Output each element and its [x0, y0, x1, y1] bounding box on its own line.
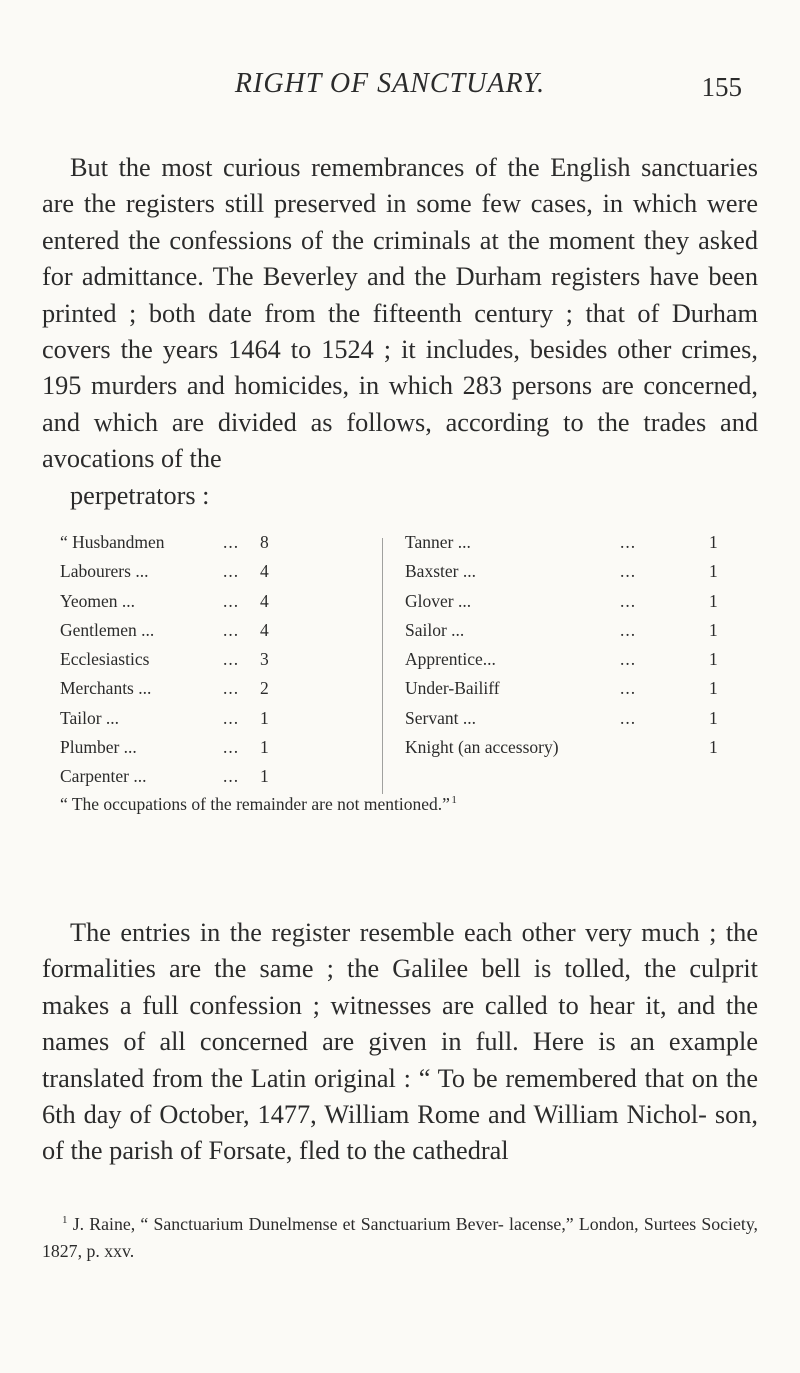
footnote-text: J. Raine, “ Sanctuarium Dunelmense et Sanctuarium Bever- lacense,” London, Surtees Society, 1827, p. xxv. — [42, 1213, 759, 1261]
leader-dots: ... — [620, 532, 637, 552]
leader-dots: ... — [620, 561, 637, 582]
occupation-count: 4 — [260, 561, 269, 582]
occupation-row — [60, 528, 270, 557]
leader-dots: ... — [620, 619, 637, 640]
occupations-column-right — [405, 528, 717, 762]
occupation-row — [405, 645, 717, 674]
occupation-row — [405, 616, 717, 645]
leader-dots: ... — [223, 619, 240, 640]
paragraph-register-entries: The entries in the register resemble each other very much ; the formalities are the same ; the Galilee bell is tolled, the culprit makes a full confession ; witnesses are called to hear it, and the names of all concerned are given in full. Here is an example translated from the Latin original : “ To be remembered that on the 6th day of October, 1477, William Rome and William Nichol- son, of the parish of Forsate, fled to the cathedral — [42, 918, 758, 1166]
occupation-count: 1 — [260, 737, 269, 758]
occupation-row — [405, 587, 717, 616]
leader-dots: ... — [223, 766, 240, 787]
occupation-name: Carpenter ... — [60, 766, 147, 787]
occupation-row — [405, 733, 717, 762]
leader-dots: ... — [223, 707, 240, 728]
leader-dots: ... — [223, 649, 240, 670]
occupation-row — [60, 704, 270, 733]
leader-dots: ... — [223, 561, 240, 582]
occupation-name: Knight (an accessory) — [405, 737, 559, 758]
occupation-name: Ecclesiastics — [60, 649, 150, 670]
occupation-count: 1 — [709, 619, 718, 640]
paragraph-sanctuary-registers — [42, 150, 758, 514]
leader-dots: ... — [223, 678, 240, 699]
running-head — [0, 68, 800, 108]
occupation-count: 1 — [260, 766, 269, 787]
occupation-name: Servant ... — [405, 707, 476, 728]
occupation-row — [405, 557, 717, 586]
occupation-count: 1 — [709, 737, 718, 758]
leader-dots: ... — [223, 532, 240, 552]
occupation-row — [60, 733, 270, 762]
occupation-name: Merchants ... — [60, 678, 152, 699]
footnote-marker: 1 — [62, 1214, 68, 1226]
occupations-column-left — [60, 528, 270, 792]
leader-dots: ... — [620, 707, 637, 728]
occupation-name: Gentlemen ... — [60, 619, 155, 640]
occupation-count: 1 — [709, 707, 718, 728]
paragraph-text: But the most curious remembrances of the English sanctuaries are the registers still preserved in some few cases, in which were entered the confessions of the criminals at the moment they asked for admittance. The Beverley and the Durham registers have been printed ; both date from the fifteenth century ; that of Durham covers the years 1464 to 1524 ; it includes, besides other crimes, 195 murders and homicides, in which 283 persons are concerned, and which are divided as follows, according to the trades and avocations of the — [42, 153, 758, 474]
occupation-row — [405, 704, 717, 733]
occupations-note — [60, 794, 760, 815]
paragraph-last-line: perpetrators : — [70, 480, 210, 510]
column-divider — [382, 538, 383, 794]
occupation-count: 4 — [260, 590, 269, 611]
running-title: RIGHT OF SANCTUARY. — [234, 68, 546, 99]
occupation-row — [60, 587, 270, 616]
occupation-name: “ Husbandmen — [60, 532, 165, 552]
occupation-count: 1 — [709, 649, 718, 670]
occupation-name: Under-Bailiff — [405, 678, 500, 699]
occupation-count: 8 — [260, 532, 269, 552]
occupation-name: Yeomen ... — [60, 590, 136, 611]
page-number: 155 — [701, 72, 742, 102]
leader-dots: ... — [223, 737, 240, 758]
footnote — [42, 1207, 758, 1265]
occupation-name: Tanner ... — [405, 532, 471, 552]
occupation-row — [60, 674, 270, 703]
leader-dots: ... — [620, 649, 637, 670]
occupation-count: 1 — [709, 561, 718, 582]
leader-dots: ... — [620, 678, 637, 699]
occupation-count: 1 — [260, 707, 269, 728]
occupation-count: 3 — [260, 649, 269, 670]
occupations-note-text: “ The occupations of the remainder are not mentioned.” — [60, 794, 450, 814]
occupation-name: Sailor ... — [405, 619, 465, 640]
occupation-name: Glover ... — [405, 590, 472, 611]
leader-dots: ... — [223, 590, 240, 611]
occupation-name: Apprentice... — [405, 649, 496, 670]
footnote-reference: 1 — [451, 794, 457, 807]
occupation-name: Plumber ... — [60, 737, 137, 758]
occupation-count: 1 — [709, 678, 718, 699]
occupation-count: 1 — [709, 532, 718, 552]
occupation-row — [60, 762, 270, 791]
occupation-row — [405, 528, 717, 557]
occupation-row — [60, 557, 270, 586]
leader-dots: ... — [620, 590, 637, 611]
occupation-row — [60, 616, 270, 645]
occupation-name: Labourers ... — [60, 561, 149, 582]
occupation-count: 2 — [260, 678, 269, 699]
occupation-name: Baxster ... — [405, 561, 476, 582]
occupation-row — [60, 645, 270, 674]
occupation-name: Tailor ... — [60, 707, 120, 728]
occupation-row — [405, 674, 717, 703]
occupation-count: 1 — [709, 590, 718, 611]
occupation-count: 4 — [260, 619, 269, 640]
